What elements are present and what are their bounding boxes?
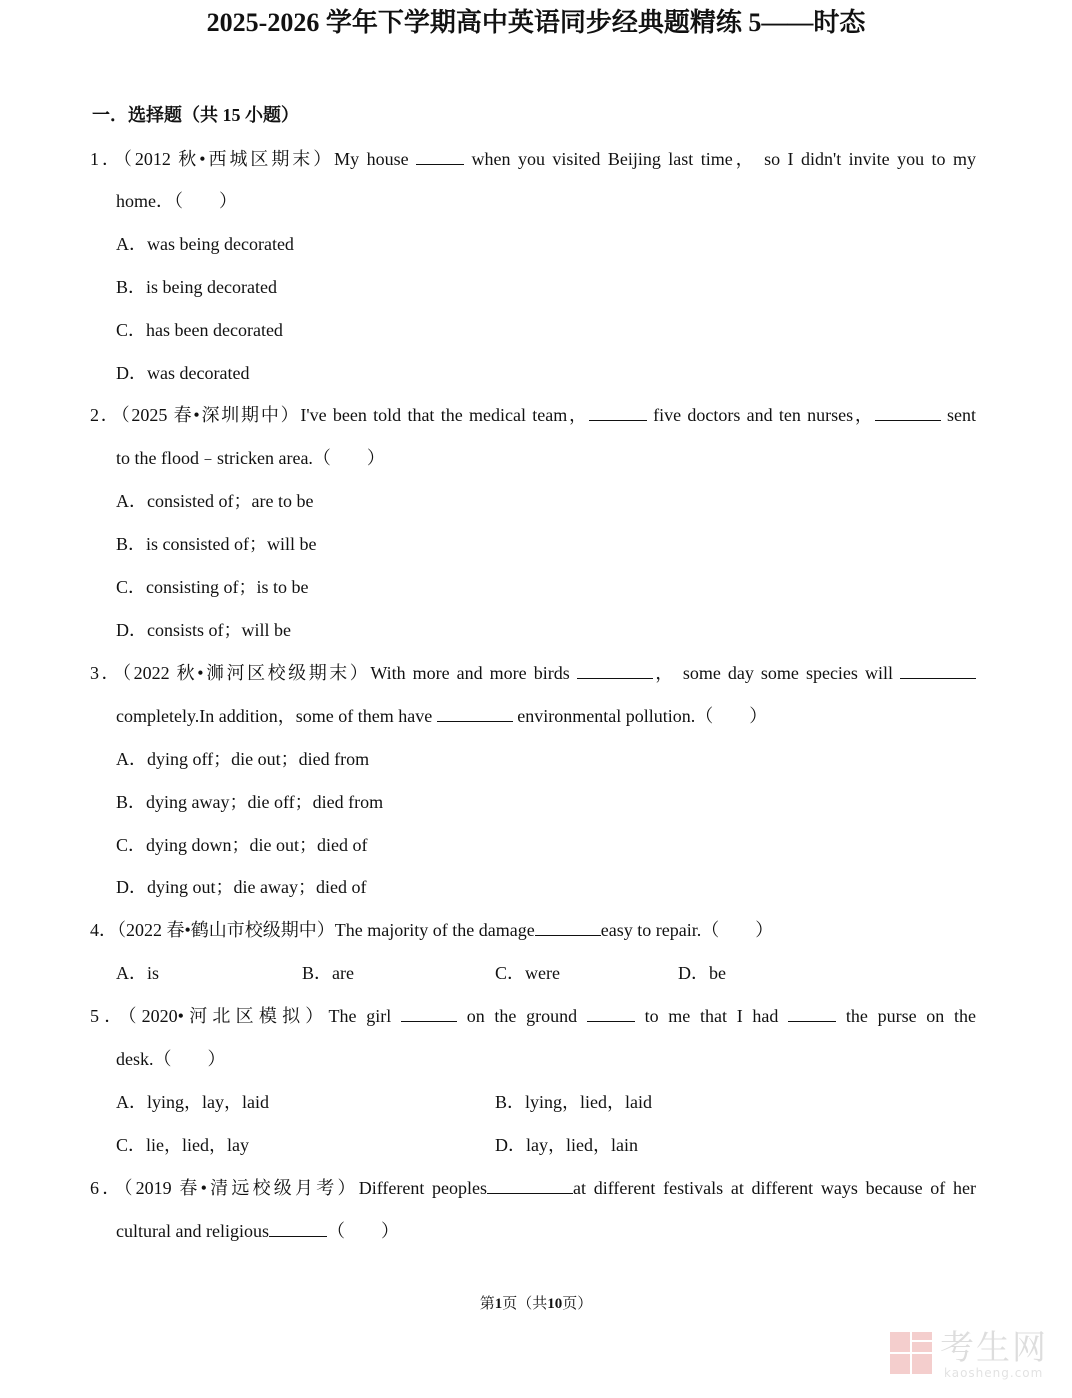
question-2-line2: to the flood﹣stricken area.（ ） [116, 448, 385, 468]
question-6: 6．（2019 春•清远校级月考）Different peoples at different festivals at different ways because of her [90, 1173, 976, 1203]
answer-blank [535, 915, 601, 936]
question-6-line2: cultural and religious （ ） [116, 1216, 1002, 1246]
question-3: 3．（2022 秋•浉河区校级期末）With more and more birds ， some day some species will [90, 658, 976, 688]
question-2: 2．（2025 春•深圳期中）I've been told that the medical team， five doctors and ten nurses， sent [90, 400, 976, 430]
question-5-options-row2 [0, 1130, 1072, 1160]
option-1b: B．is being decorated [116, 277, 277, 297]
option-5a: A．lying，lay，laid [116, 1092, 269, 1112]
answer-blank [401, 1001, 457, 1022]
option-1c: C．has been decorated [116, 320, 283, 340]
option-3d: D．dying out；die away；died of [116, 877, 367, 897]
question-3-line2: completely.In addition，some of them have environmental pollution.（ ） [116, 701, 1002, 731]
option-5c: C．lie，lied，lay [116, 1135, 249, 1155]
answer-blank [589, 400, 647, 421]
answer-blank [437, 701, 513, 722]
option-4a: A．is [116, 963, 160, 983]
question-1: 1．（2012 秋•西城区期末）My house when you visited Beijing last time， so I didn't invite you to my [90, 144, 976, 174]
option-4d: D．be [678, 963, 726, 983]
logo-icon [886, 1328, 936, 1378]
watermark-url: kaosheng.com [944, 1366, 1044, 1380]
page-footer: 第1页（共10页） [479, 1296, 593, 1312]
option-2b: B．is consisted of；will be [116, 534, 317, 554]
answer-blank [875, 400, 941, 421]
option-1d: D．was decorated [116, 363, 250, 383]
watermark-logo [886, 1328, 1056, 1382]
option-4b: B．are [302, 963, 354, 983]
answer-blank [900, 658, 976, 679]
answer-blank [269, 1216, 327, 1237]
option-1a: A．was being decorated [116, 234, 294, 254]
answer-blank [487, 1173, 573, 1194]
option-5b: B．lying，lied，laid [495, 1092, 652, 1112]
question-5: 5．（2020•河北区模拟）The girl on the ground to me that I had the purse on the [90, 1001, 976, 1031]
answer-blank [788, 1001, 836, 1022]
answer-blank [587, 1001, 635, 1022]
option-2a: A．consisted of；are to be [116, 491, 314, 511]
option-2c: C．consisting of；is to be [116, 577, 309, 597]
option-3b: B．dying away；die off；died from [116, 792, 384, 812]
question-1-line2: home．（ ） [116, 191, 237, 211]
question-4-options [0, 958, 1072, 988]
answer-blank [577, 658, 653, 679]
option-5d: D．lay，lied，lain [495, 1135, 638, 1155]
question-5-options-row1 [0, 1087, 1072, 1117]
answer-blank [416, 144, 464, 165]
page-total: 10 [547, 1296, 563, 1312]
option-2d: D．consists of；will be [116, 620, 291, 640]
section-heading: 一．选择题（共 15 小题） [92, 105, 299, 125]
question-5-line2: desk.（ ） [116, 1049, 226, 1069]
page-number: 1 [494, 1296, 503, 1312]
option-4c: C．were [495, 963, 560, 983]
page-title: 2025-2026 学年下学期高中英语同步经典题精练 5——时态 [206, 8, 866, 37]
option-3a: A．dying off；die out；died from [116, 749, 370, 769]
option-3c: C．dying down；die out；died of [116, 835, 368, 855]
watermark-text: 考生网 [940, 1328, 1048, 1368]
question-4: 4．（2022 春•鹤山市校级期中）The majority of the damage easy to repair.（ ） [90, 915, 976, 945]
